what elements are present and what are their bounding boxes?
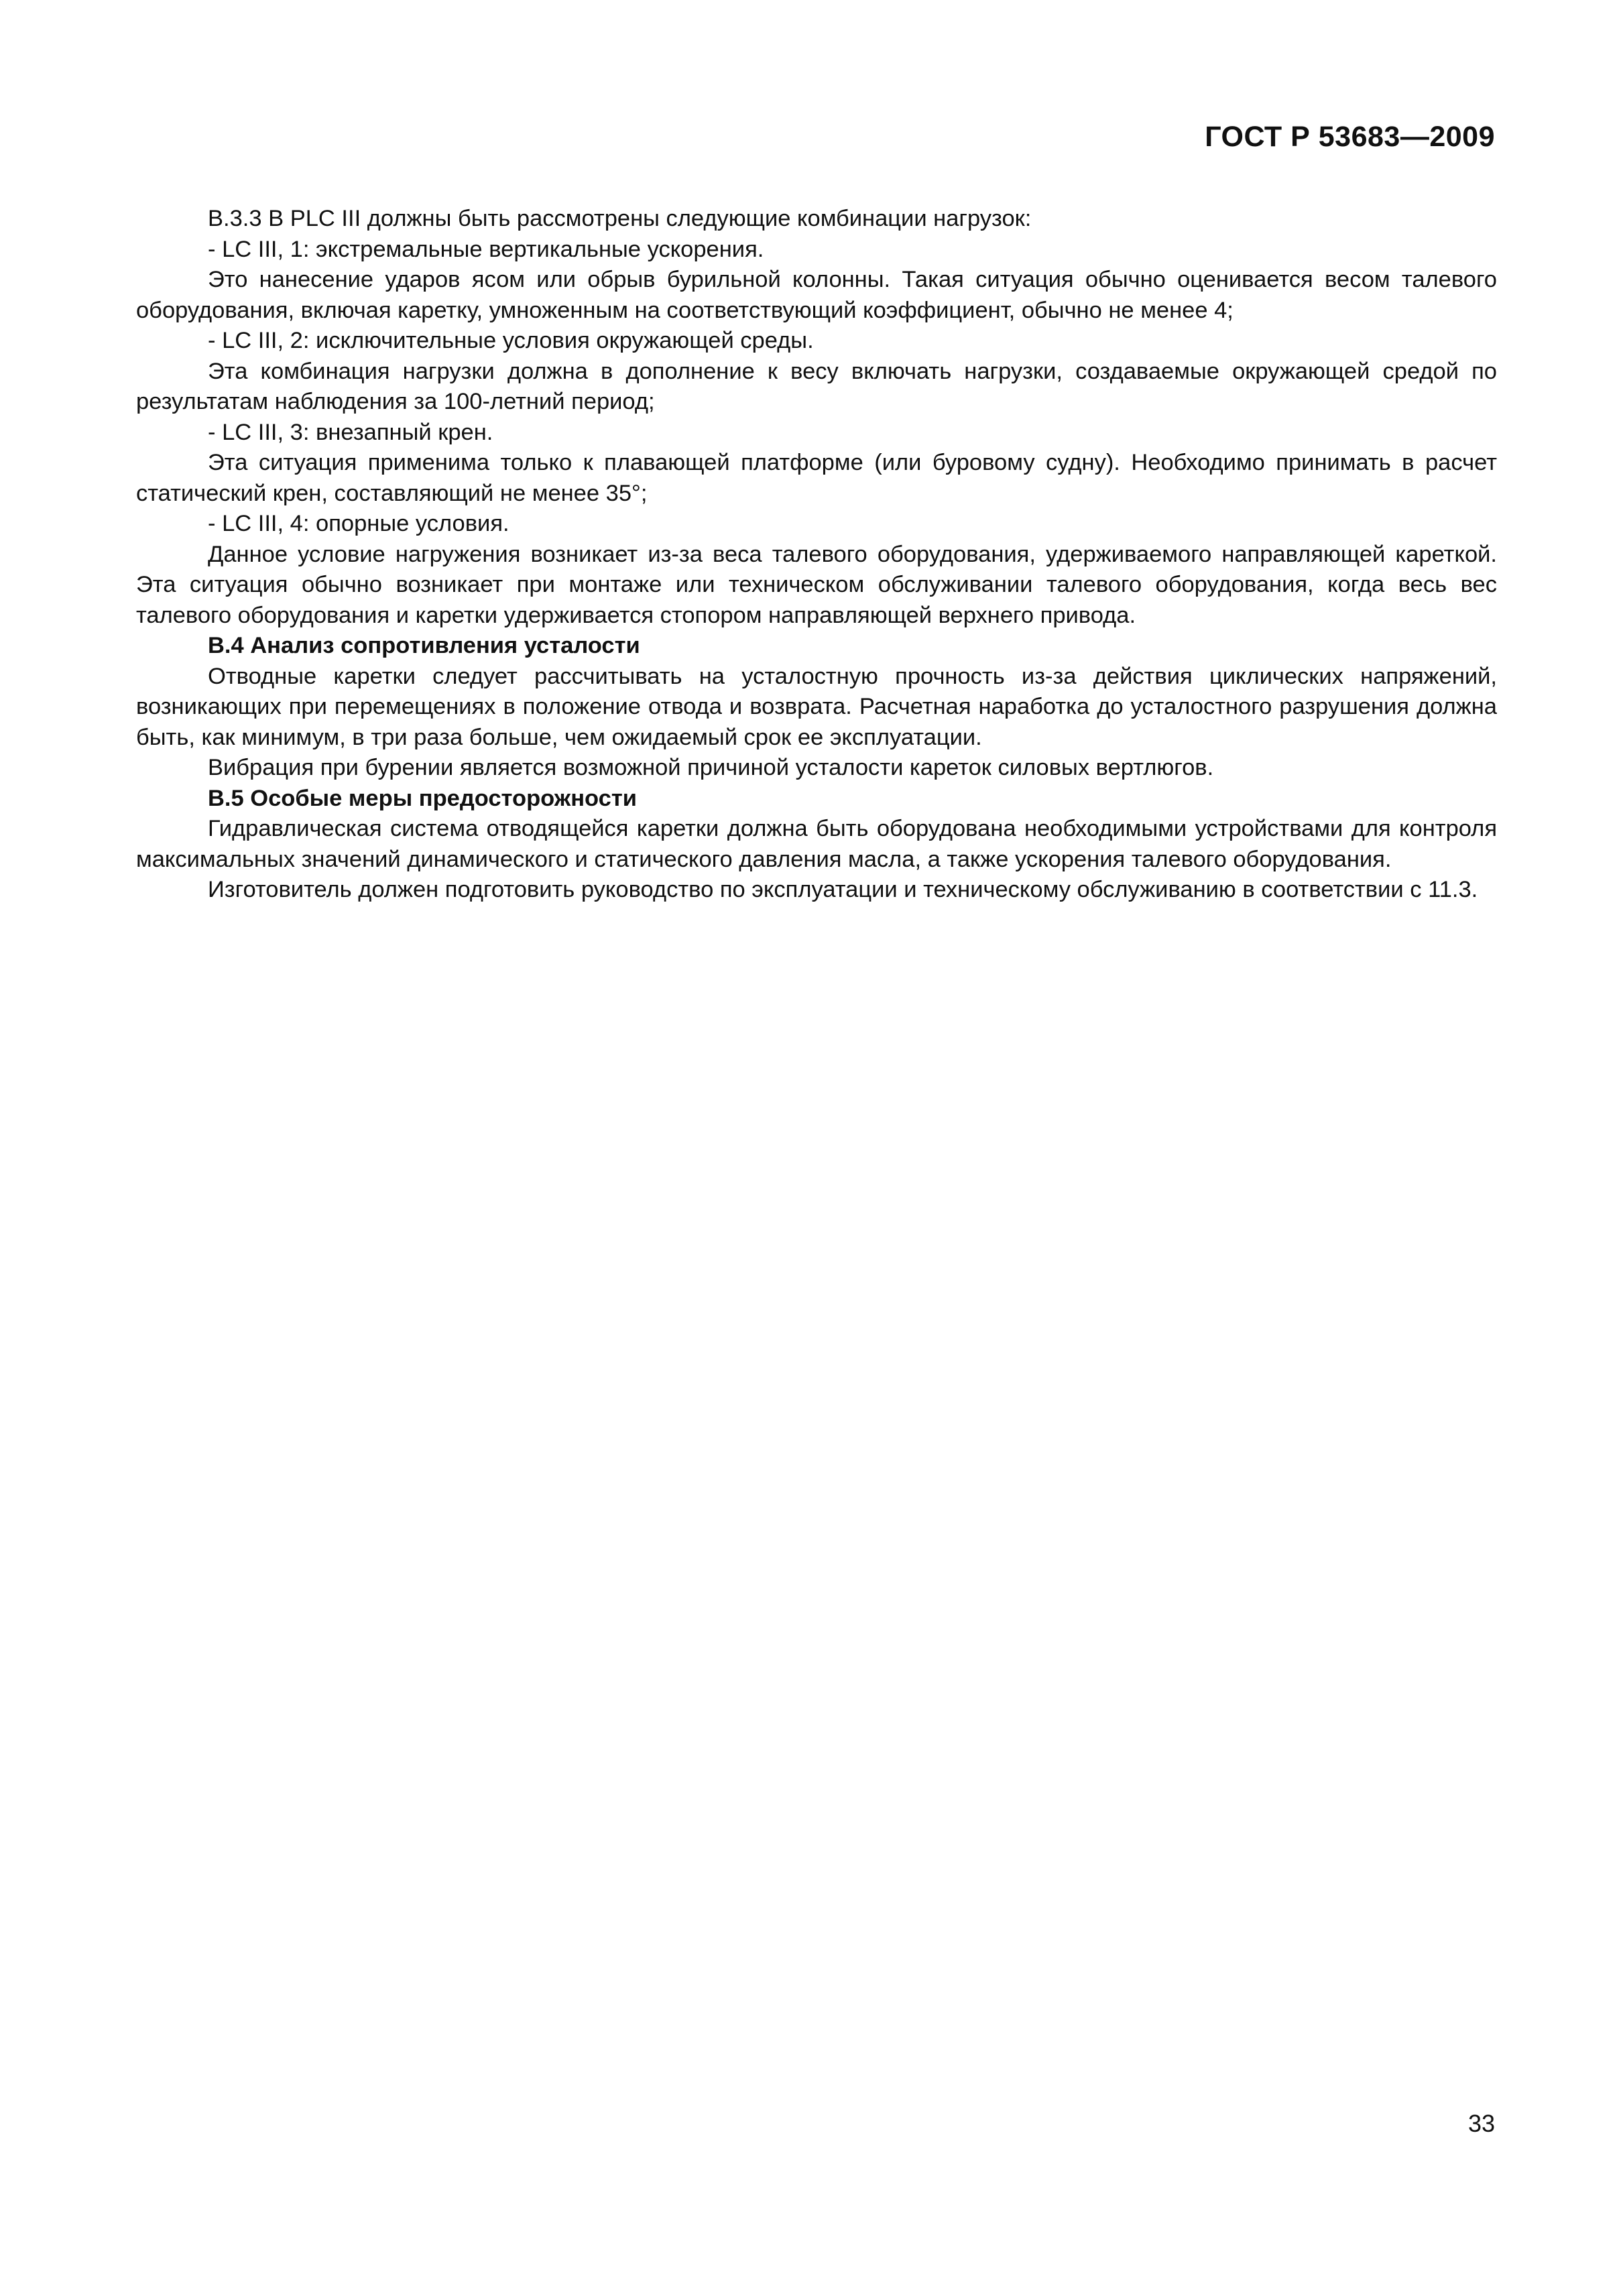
document-header: ГОСТ Р 53683—2009 <box>1205 121 1495 153</box>
list-item-lc3-1: - LC III, 1: экстремальные вертикальные ускорения. <box>208 236 764 262</box>
list-item-lc3-2: - LC III, 2: исключительные условия окружающей среды. <box>208 328 814 353</box>
paragraph-lc3-3-desc: Эта ситуация применима только к плавающей платформе (или буровому судну). Необходимо принимать в расчет статический крен, составляющий не менее 35°; <box>136 450 1497 506</box>
paragraph-b5-hydraulics: Гидравлическая система отводящейся каретки должна быть оборудована необходимыми устройствами для контроля максимальных значений динамического и статического давления масла, а также ускорения талевого оборудования. <box>136 816 1497 872</box>
paragraph-lc3-2-desc: Эта комбинация нагрузки должна в дополнение к весу включать нагрузки, создаваемые окружающей средой по результатам наблюдения за 100-летний период; <box>136 358 1497 414</box>
section-heading-b5: B.5 Особые меры предосторожности <box>208 785 637 811</box>
paragraph-lc3-1-desc: Это нанесение ударов ясом или обрыв бурильной колонны. Такая ситуация обычно оценивается весом талевого оборудования, включая каретку, умноженным на соответствующий коэффициент, обычно не менее 4; <box>136 267 1497 323</box>
paragraph-b33: B.3.3 В PLC III должны быть рассмотрены следующие комбинации нагрузок: <box>208 206 1032 231</box>
paragraph-lc3-4-desc: Данное условие нагружения возникает из-за веса талевого оборудования, удерживаемого направляющей кареткой. Эта ситуация обычно возникает при монтаже или техническом обслуживании талевого оборудования, когда весь вес талевого оборудования и каретки удерживается стопором направляющей верхнего привода. <box>136 541 1497 628</box>
page-number: 33 <box>1467 2110 1495 2137</box>
list-item-lc3-3: - LC III, 3: внезапный крен. <box>208 419 493 445</box>
paragraph-b5-manual: Изготовитель должен подготовить руководство по эксплуатации и техническому обслуживанию в соответствии с 11.3. <box>208 877 1478 902</box>
paragraph-b4-vibration: Вибрация при бурении является возможной причиной усталости кареток силовых вертлюгов. <box>208 755 1214 780</box>
list-item-lc3-4: - LC III, 4: опорные условия. <box>208 511 509 536</box>
document-body <box>136 204 1497 906</box>
section-heading-b4: B.4 Анализ сопротивления усталости <box>208 633 640 658</box>
paragraph-b4-fatigue: Отводные каретки следует рассчитывать на усталостную прочность из-за действия циклических напряжений, возникающих при перемещениях в положение отвода и возврата. Расчетная наработка до усталостного разрушения должна быть, как минимум, в три раза больше, чем ожидаемый срок ее эксплуатации. <box>136 663 1497 750</box>
